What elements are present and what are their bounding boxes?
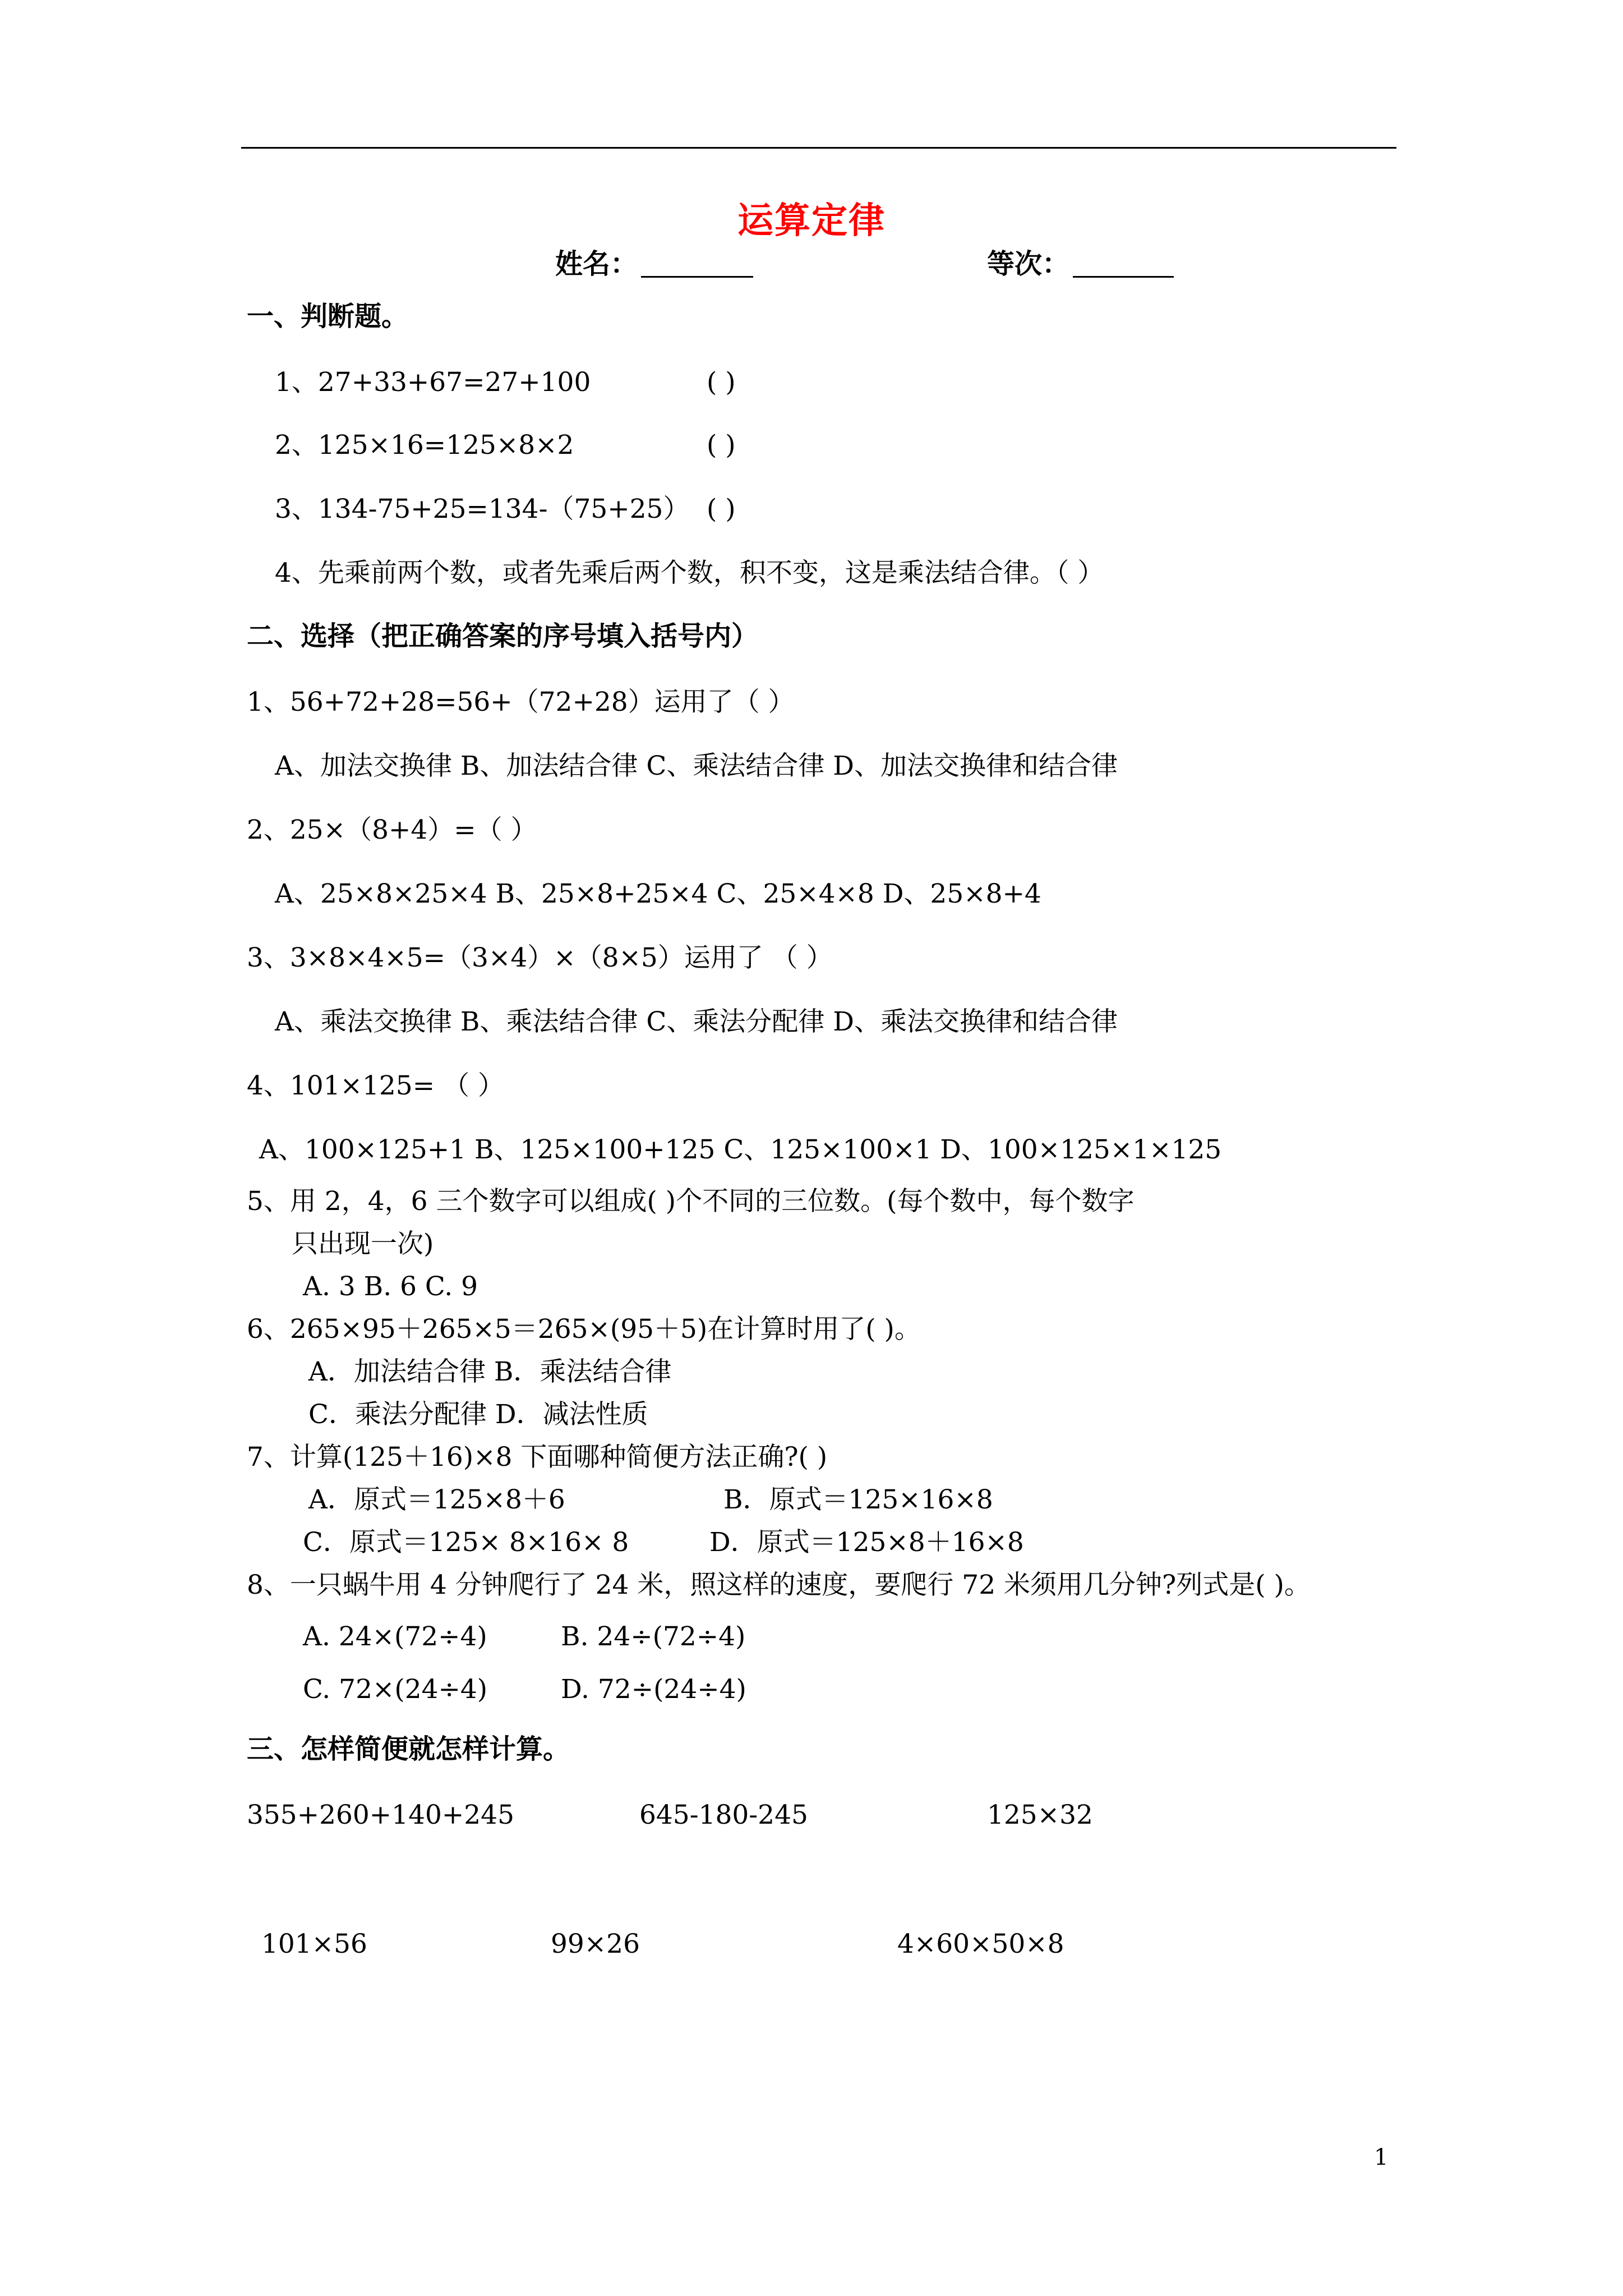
choice-q6-options-row1: A．加法结合律 B．乘法结合律 (308, 1356, 672, 1387)
choice-q4: 4、101×125= （ ） (247, 1070, 504, 1101)
judge-item-2: 2、125×16=125×8×2 (275, 430, 574, 461)
grade-label: 等次： (987, 247, 1070, 280)
choice-q5-line2: 只出现一次) (292, 1228, 434, 1259)
judge-blank-3[interactable]: ( ) (707, 494, 736, 524)
top-rule (241, 147, 1396, 149)
choice-q7-option-c: C．原式＝125× 8×16× 8 (303, 1527, 629, 1558)
page-title: 运算定律 (737, 200, 886, 242)
choice-q3-options: A、乘法交换律 B、乘法结合律 C、乘法分配律 D、乘法交换律和结合律 (275, 1006, 1118, 1037)
judge-item-1: 1、27+33+67=27+100 (275, 367, 591, 398)
judge-blank-2[interactable]: ( ) (707, 430, 736, 461)
page-number: 1 (1374, 2145, 1389, 2170)
choice-q1: 1、56+72+28=56+（72+28）运用了（ ） (247, 687, 795, 717)
calc-item-1: 355+260+140+245 (247, 1800, 514, 1830)
choice-q8-option-d: D. 72÷(24÷4) (561, 1674, 746, 1705)
judge-item-3: 3、134-75+25=134-（75+25） (275, 494, 690, 524)
choice-q4-options: A、100×125+1 B、125×100+125 C、125×100×1 D、100×125×1×125 (259, 1134, 1222, 1165)
choice-q7-option-a: A．原式＝125×8＋6 (308, 1484, 565, 1515)
choice-q3: 3、3×8×4×5=（3×4）×（8×5）运用了 （ ） (247, 942, 833, 973)
calc-item-3: 125×32 (987, 1800, 1093, 1830)
grade-blank[interactable] (1073, 251, 1174, 278)
choice-q6-options-row2: C．乘法分配律 D．减法性质 (308, 1399, 648, 1430)
choice-q8: 8、一只蜗牛用 4 分钟爬行了 24 米，照这样的速度，要爬行 72 米须用几分钟?列式是( )。 (247, 1570, 1311, 1600)
choice-q5: 5、用 2，4，6 三个数字可以组成( )个不同的三位数。(每个数中，每个数字 (247, 1186, 1135, 1217)
calc-item-5: 99×26 (551, 1929, 640, 1959)
name-field[interactable] (555, 247, 753, 280)
calc-item-4: 101×56 (261, 1929, 367, 1959)
choice-q8-option-b: B. 24÷(72÷4) (561, 1621, 746, 1652)
choice-q7: 7、计算(125＋16)×8 下面哪种简便方法正确?( ) (247, 1442, 828, 1473)
choice-q2: 2、25×（8+4）=（ ） (247, 815, 537, 845)
choice-q5-options: A. 3 B. 6 C. 9 (303, 1271, 478, 1302)
choice-q2-options: A、25×8×25×4 B、25×8+25×4 C、25×4×8 D、25×8+4 (275, 878, 1041, 909)
section1-heading: 一、判断题。 (247, 301, 409, 332)
choice-q7-option-d: D．原式＝125×8＋16×8 (709, 1527, 1024, 1558)
grade-field[interactable] (987, 247, 1174, 280)
choice-q7-option-b: B．原式＝125×16×8 (723, 1484, 993, 1515)
section3-heading: 三、怎样简便就怎样计算。 (247, 1733, 570, 1765)
section2-heading: 二、选择（把正确答案的序号填入括号内） (247, 620, 759, 652)
judge-blank-1[interactable]: ( ) (707, 367, 736, 398)
judge-item-4: 4、先乘前两个数，或者先乘后两个数，积不变，这是乘法结合律。（ ） (275, 558, 1104, 588)
choice-q6: 6、265×95＋265×5＝265×(95＋5)在计算时用了( )。 (247, 1314, 921, 1345)
choice-q1-options: A、加法交换律 B、加法结合律 C、乘法结合律 D、加法交换律和结合律 (275, 751, 1118, 781)
name-label: 姓名： (555, 247, 638, 280)
calc-item-2: 645-180-245 (639, 1800, 808, 1830)
choice-q8-option-a: A. 24×(72÷4) (303, 1621, 487, 1652)
calc-item-6: 4×60×50×8 (897, 1929, 1064, 1959)
name-blank[interactable] (641, 251, 753, 278)
choice-q8-option-c: C. 72×(24÷4) (303, 1674, 488, 1705)
